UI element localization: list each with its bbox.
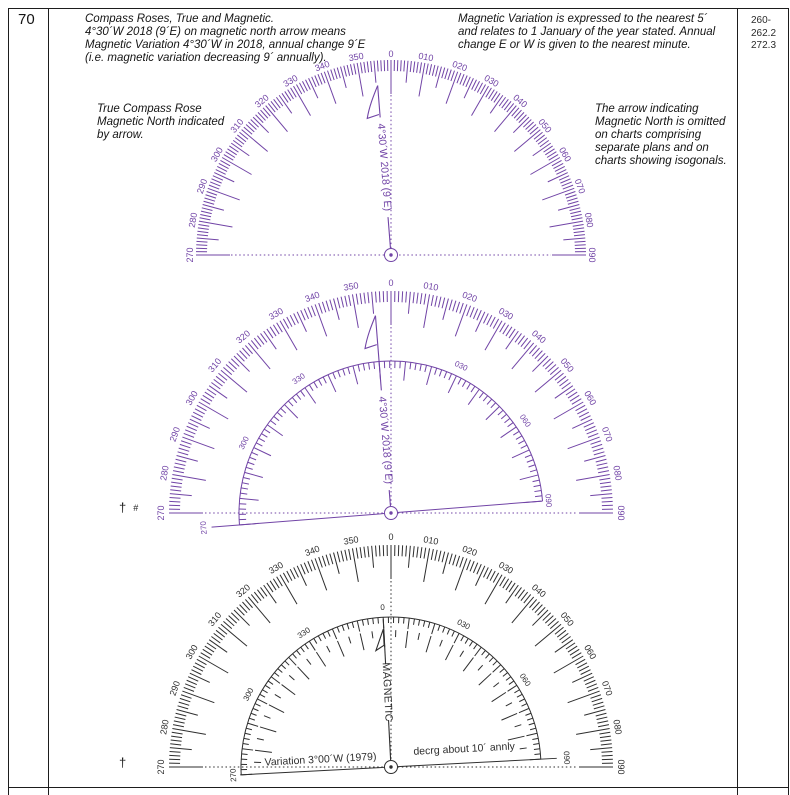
hash-icon: # [133, 503, 139, 513]
degree-label: 060 [582, 642, 599, 661]
ref-line: 272.3 [751, 40, 777, 51]
degree-label: 340 [303, 289, 322, 305]
degree-label: 330 [266, 559, 285, 576]
degree-label: 310 [206, 356, 224, 375]
ref-line: 260- [751, 15, 772, 26]
degree-label: 070 [572, 177, 588, 196]
magnetic-degree-label: 270 [228, 768, 239, 783]
degree-label: 020 [460, 289, 479, 305]
note-line: (i.e. magnetic variation decreasing 9´ annually). [85, 52, 327, 64]
magnetic-ring [220, 593, 571, 782]
degree-label: 090 [616, 505, 627, 521]
degree-label: 320 [252, 92, 271, 110]
degree-label: 310 [206, 610, 224, 629]
degree-label: 060 [557, 145, 574, 164]
item-number: 70 [18, 11, 35, 28]
variation-label: Variation 3°00´W (1979) [264, 750, 377, 769]
degree-label: 0 [388, 48, 394, 59]
degree-label: 330 [281, 72, 300, 89]
rose-magnetic-variation-rose [156, 532, 626, 783]
magnetic-degree-label: 0 [380, 602, 386, 612]
degree-label: 280 [158, 718, 171, 736]
magnetic-degree-label: 030 [455, 617, 472, 632]
rose-centre-dot [389, 765, 392, 768]
degree-label: 0 [388, 277, 394, 288]
degree-label: 280 [186, 211, 200, 229]
degree-label: 040 [511, 92, 530, 110]
degree-label: 080 [611, 718, 624, 736]
degree-label: 090 [616, 759, 627, 775]
magnetic-north-needle [365, 85, 397, 249]
degree-label: 010 [417, 50, 435, 64]
note-line: Compass Roses, True and Magnetic. [85, 13, 274, 25]
needle-barb-icon [375, 629, 385, 650]
note-line: charts showing isogonals. [595, 155, 727, 167]
annual-change-label: decrg about 10´ annly [413, 740, 516, 758]
ref-line: 262.2 [751, 27, 777, 39]
rose-true-and-magnetic-rose [156, 278, 626, 535]
degree-label: 340 [303, 543, 322, 559]
note-line: The arrow indicating [595, 103, 699, 115]
needle-label: 4°30´W 2018 (9´E) [375, 396, 395, 485]
degree-label: 030 [497, 305, 516, 322]
degree-label: 340 [313, 58, 332, 74]
degree-label: 280 [158, 464, 171, 482]
degree-label: 050 [558, 356, 576, 375]
degree-label: 350 [347, 50, 365, 64]
rose-centre-dot [389, 511, 392, 514]
degree-label: 080 [611, 464, 624, 482]
degree-label: 290 [194, 177, 210, 196]
magnetic-ring [187, 349, 553, 536]
degree-label: 040 [529, 328, 548, 346]
degree-label: 350 [342, 280, 360, 293]
degree-label: 290 [167, 425, 183, 444]
degree-label: 0 [388, 531, 394, 542]
magnetic-degree-label: 300 [241, 686, 256, 703]
dagger-icon: † [119, 755, 127, 770]
degree-label: 320 [234, 328, 253, 346]
degree-label: 070 [599, 679, 615, 698]
note-line: Magnetic Variation is expressed to the nearest 5´ [458, 13, 708, 25]
note-line: separate plans and on [595, 142, 709, 154]
magnetic-degree-label: 300 [237, 434, 251, 451]
needle-label: 4°30´W 2018 (9´E) [374, 123, 394, 212]
degree-label: 310 [228, 116, 246, 135]
magnetic-degree-label: 330 [290, 371, 307, 387]
degree-label: 060 [582, 388, 599, 407]
magnetic-degree-label: 060 [517, 671, 533, 688]
note-line: 4°30´W 2018 (9´E) on magnetic north arrow means [85, 26, 346, 38]
degree-label: 070 [599, 425, 615, 444]
dagger-icon: † [119, 500, 127, 515]
magnetic-degree-label: 090 [561, 750, 572, 765]
degree-label: 050 [558, 610, 576, 629]
note-line: Magnetic North is omitted [595, 116, 726, 128]
degree-label: 300 [208, 145, 225, 164]
degree-label: 030 [482, 72, 501, 89]
note-line: by arrow. [97, 129, 144, 141]
degree-label: 300 [183, 642, 200, 661]
magnetic-degree-label: 060 [517, 412, 533, 429]
rose-true-compass-rose [185, 49, 597, 263]
degree-label: 050 [536, 116, 554, 135]
note-line: Magnetic Variation 4°30´W in 2018, annual change 9´E [85, 39, 366, 51]
degree-label: 350 [342, 534, 360, 547]
note-line: change E or W is given to the nearest minute. [458, 39, 691, 51]
magnetic-degree-label: 090 [543, 493, 554, 508]
magnetic-degree-label: 330 [295, 625, 312, 641]
degree-label: 300 [183, 388, 200, 407]
note-line: and relates to 1 January of the year stated. Annual [458, 26, 716, 38]
magnetic-degree-label: 030 [453, 359, 470, 373]
degree-label: 040 [529, 582, 548, 600]
degree-label: 270 [184, 247, 195, 263]
degree-label: 030 [497, 559, 516, 576]
magnetic-north-needle [374, 619, 396, 761]
degree-label: 270 [155, 505, 166, 521]
rose-centre-dot [389, 253, 392, 256]
note-line: on charts comprising [595, 129, 702, 141]
degree-label: 010 [422, 280, 440, 293]
note-line: Magnetic North indicated [97, 116, 225, 128]
degree-label: 020 [450, 58, 469, 74]
degree-label: 290 [167, 679, 183, 698]
degree-label: 010 [422, 534, 440, 547]
degree-label: 270 [155, 759, 166, 775]
degree-label: 320 [234, 582, 253, 600]
degree-label: 090 [587, 247, 598, 263]
degree-label: 080 [582, 211, 596, 229]
needle-label: MAGNETIC [379, 662, 395, 723]
degree-label: 020 [460, 543, 479, 559]
magnetic-degree-label: 270 [198, 520, 209, 535]
magnetic-east-west-line [212, 501, 542, 527]
note-line: True Compass Rose [97, 103, 202, 115]
degree-label: 330 [266, 305, 285, 322]
